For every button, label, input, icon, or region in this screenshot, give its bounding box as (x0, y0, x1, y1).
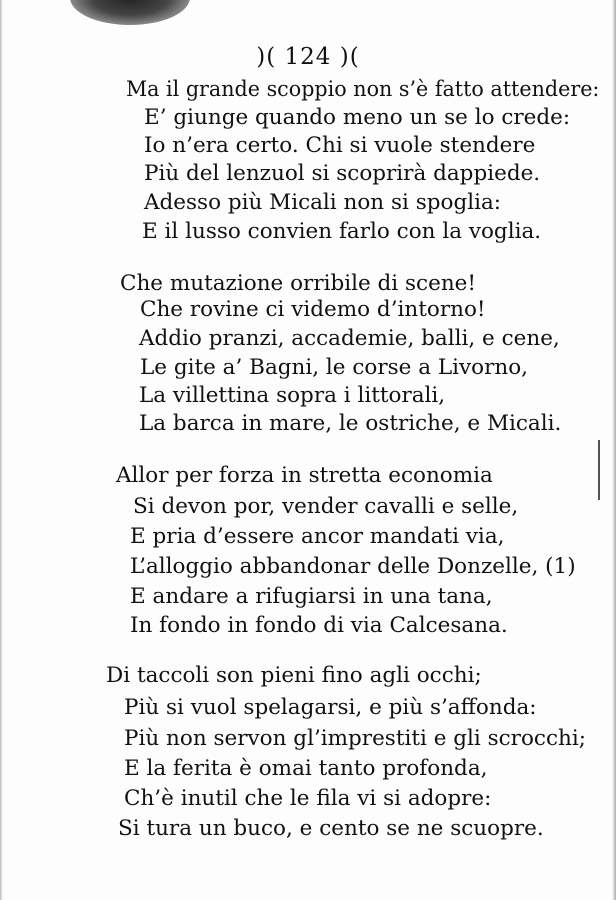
verse-line: Di taccoli son pieni fino agli occhi; (106, 663, 482, 688)
verse-line: Allor per forza in stretta economia (116, 463, 493, 488)
verse-line: E pria d’essere ancor mandati via, (130, 524, 505, 549)
verse-line: Più del lenzuol si scoprirà dappiede. (144, 161, 541, 186)
verse-line: Più si vuol spelagarsi, e più s’affonda: (124, 695, 537, 720)
verse-line: E il lusso convien farlo con la voglia. (142, 219, 542, 244)
page-right-edge (612, 0, 616, 900)
verse-line: Ma il grande scoppio non s’è fatto attendere: (126, 77, 600, 102)
verse-line: Si tura un buco, e cento se ne scuopre. (118, 816, 544, 841)
verse-line: In fondo in fondo di via Calcesana. (130, 613, 508, 638)
verse-line: Ch’è inutil che le fila vi si adopre: (124, 786, 492, 811)
verse-line: Le gite a’ Bagni, le corse a Livorno, (140, 355, 529, 380)
verse-line: Che mutazione orribile di scene! (120, 271, 477, 296)
page-number: )( 124 )( (256, 44, 360, 70)
verse-line: Si devon por, vender cavalli e selle, (133, 494, 519, 519)
verse-line: La villettina sopra i littorali, (139, 383, 446, 408)
verse-line: Più non servon gl’imprestiti e gli scrocchi; (124, 726, 586, 751)
page-corner-shadow (70, 0, 190, 25)
binding-mark (598, 440, 600, 500)
verse-line: E’ giunge quando meno un se lo crede: (144, 105, 571, 130)
verse-line: L’alloggio abbandonar delle Donzelle, (1) (130, 554, 576, 579)
verse-line: Adesso più Micali non si spoglia: (144, 190, 502, 215)
verse-line: Che rovine ci videmo d’intorno! (140, 297, 486, 322)
verse-line: E la ferita è omai tanto profonda, (124, 756, 488, 781)
verse-line: La barca in mare, le ostriche, e Micali. (139, 411, 562, 436)
page-left-edge (0, 0, 3, 900)
verse-line: E andare a rifugiarsi in una tana, (130, 584, 493, 609)
verse-line: Addio pranzi, accademie, balli, e cene, (139, 326, 560, 351)
verse-line: Io n’era certo. Chi si vuole stendere (144, 133, 536, 158)
